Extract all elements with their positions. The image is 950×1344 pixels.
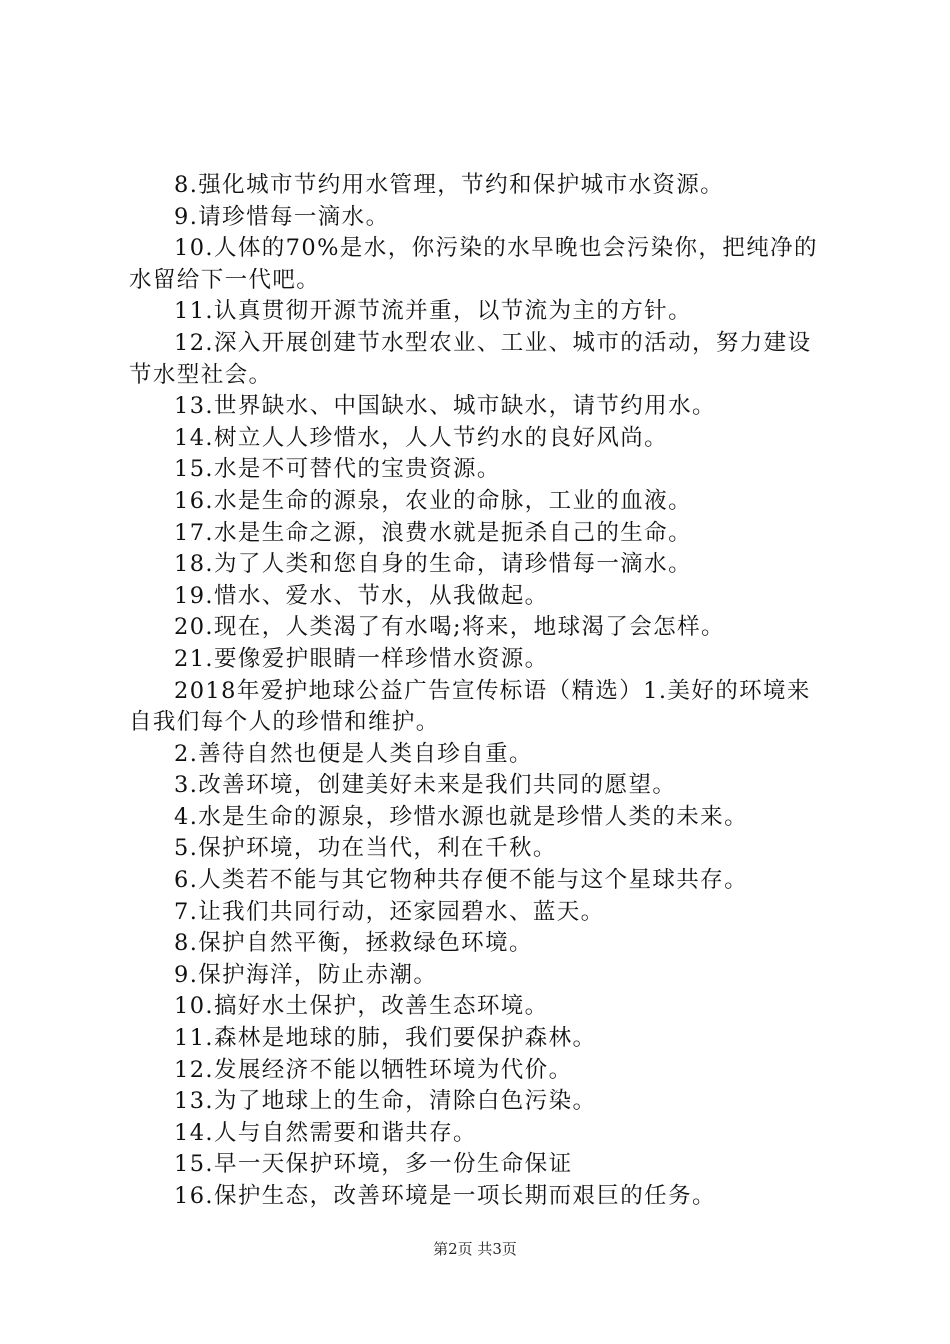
paragraph: 5.保护环境，功在当代，利在千秋。 xyxy=(174,835,557,862)
paragraph: 18.为了人类和您自身的生命，请珍惜每一滴水。 xyxy=(174,551,692,578)
paragraph: 16.保护生态，改善环境是一项长期而艰巨的任务。 xyxy=(174,1183,716,1209)
paragraph: 3.改善环境，创建美好未来是我们共同的愿望。 xyxy=(174,772,677,799)
page-footer: 第2页 共3页 xyxy=(433,1240,517,1258)
paragraph: 11.认真贯彻开源节流并重，以节流为主的方针。 xyxy=(174,298,692,325)
paragraph: 6.人类若不能与其它物种共存便不能与这个星球共存。 xyxy=(174,867,748,894)
paragraph: 20.现在，人类渴了有水喝;将来，地球渴了会怎样。 xyxy=(174,614,725,641)
paragraph: 8.保护自然平衡，拯救绿色环境。 xyxy=(174,930,533,957)
paragraph: 13.世界缺水、中国缺水、城市缺水，请节约用水。 xyxy=(174,393,716,420)
paragraph: 11.森林是地球的肺，我们要保护森林。 xyxy=(174,1025,597,1052)
paragraph: 15.早一天保护环境，多一份生命保证 xyxy=(174,1151,573,1178)
paragraph: 19.惜水、爱水、节水，从我做起。 xyxy=(174,582,549,609)
paragraph: 15.水是不可替代的宝贵资源。 xyxy=(174,456,501,483)
paragraph: 14.人与自然需要和谐共存。 xyxy=(174,1119,477,1146)
paragraph: 7.让我们共同行动，还家园碧水、蓝天。 xyxy=(174,898,605,925)
paragraph: 8.强化城市节约用水管理，节约和保护城市水资源。 xyxy=(174,172,725,198)
paragraph: 14.树立人人珍惜水，人人节约水的良好风尚。 xyxy=(174,424,669,451)
section-paragraph: 2018年爱护地球公益广告宣传标语（精选）1.美好的环境来自我们每个人的珍惜和维护。 xyxy=(129,677,811,736)
paragraph: 2.善待自然也便是人类自珍自重。 xyxy=(174,740,533,767)
paragraph: 13.为了地球上的生命，清除白色污染。 xyxy=(174,1088,597,1115)
paragraph: 4.水是生命的源泉，珍惜水源也就是珍惜人类的未来。 xyxy=(174,803,748,830)
paragraph: 21.要像爱护眼睛一样珍惜水资源。 xyxy=(174,645,549,672)
paragraph: 17.水是生命之源，浪费水就是扼杀自己的生命。 xyxy=(174,519,692,546)
paragraph: 10.搞好水土保护，改善生态环境。 xyxy=(174,993,549,1020)
paragraph: 16.水是生命的源泉，农业的命脉，工业的血液。 xyxy=(174,487,692,514)
paragraph: 12.发展经济不能以牺牲环境为代价。 xyxy=(174,1056,573,1083)
paragraph: 10.人体的70%是水，你污染的水早晚也会污染你，把纯净的水留给下一代吧。 xyxy=(129,235,818,293)
paragraph: 9.保护海洋，防止赤潮。 xyxy=(174,961,438,988)
paragraph: 12.深入开展创建节水型农业、工业、城市的活动，努力建设节水型社会。 xyxy=(129,329,812,388)
paragraph: 9.请珍惜每一滴水。 xyxy=(174,203,390,230)
document-body xyxy=(129,170,834,1213)
